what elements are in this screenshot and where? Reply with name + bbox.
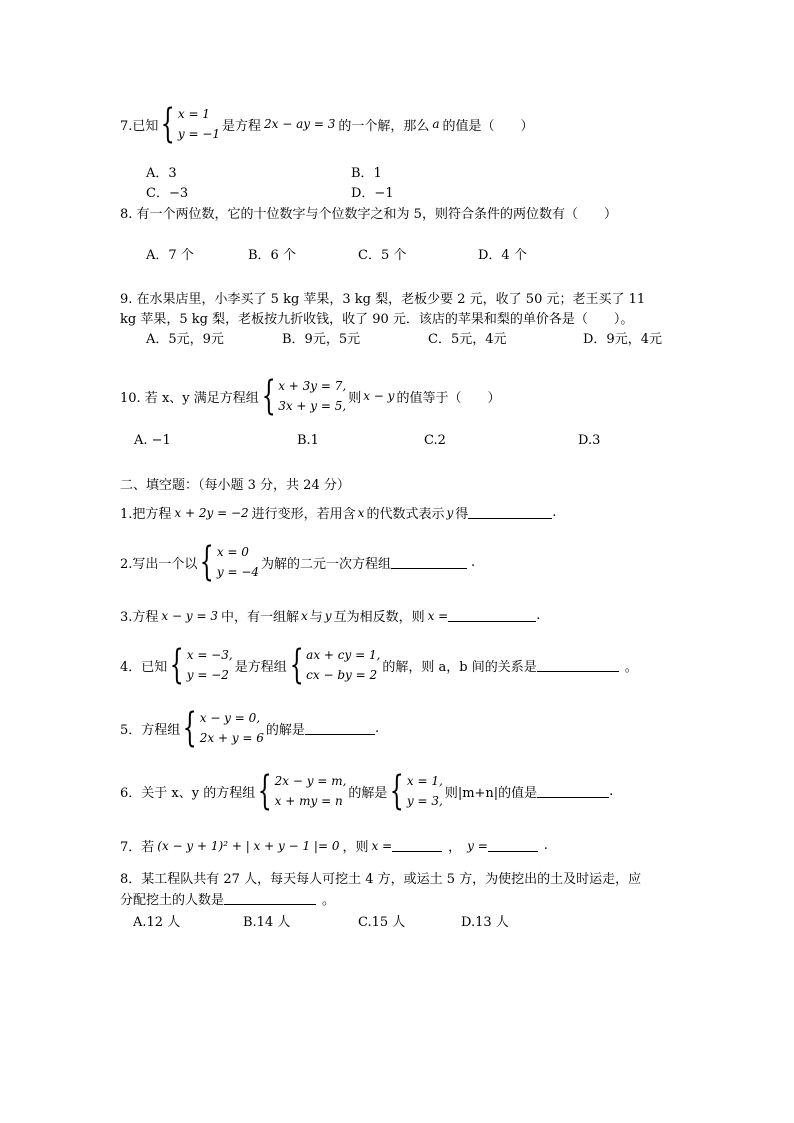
brace-icon: {: [257, 768, 272, 814]
brace-icon: {: [289, 642, 304, 688]
q9-stem-line1: 9. 在水果店里，小李买了 5 kg 苹果，3 kg 梨，老板少要 2 元，收了 50 元；老王买了 11: [120, 292, 646, 307]
f5-text: 5．方程组: [120, 722, 181, 738]
f1-end: .: [552, 505, 557, 520]
q7-sys-row: y = −1: [177, 127, 221, 141]
section-title: 二、填空题：（每小题 3 分，共 24 分）: [120, 478, 350, 493]
f6-stem: [120, 768, 614, 814]
f4-stem: [120, 642, 638, 688]
q7-sys-row: x = 1: [177, 107, 210, 121]
f7-separator: ，: [448, 840, 462, 855]
f3-text: 互为相反数，则: [333, 610, 425, 625]
f2-sys-row: y = −4: [216, 565, 260, 579]
q10-option-c: C.2: [424, 433, 446, 448]
f7-x-blank[interactable]: [392, 839, 442, 852]
f4-system-solution: [169, 642, 233, 688]
f6-answer-blank[interactable]: [537, 785, 609, 798]
f5-sys-row: x − y = 0,: [199, 711, 261, 725]
q7-stem: [120, 101, 534, 147]
f4-system-equations: [289, 642, 381, 688]
f3-text: 3.方程: [120, 610, 159, 625]
f7-stem: [120, 836, 548, 855]
f3-x-equals: x =: [427, 608, 449, 623]
f8-stem-line2: [120, 889, 335, 908]
q7-prefix: 7.已知: [120, 118, 159, 134]
f4-text: 的解，则 a，b 间的关系是: [382, 659, 537, 675]
q10-option-b: B.1: [297, 433, 319, 448]
f8-text: 分配挖土的人数是: [120, 893, 225, 908]
q10-stem: [120, 373, 501, 419]
q8-stem: 8. 有一个两位数，它的十位数字与个位数字之和为 5，则符合条件的两位数有（ ）: [120, 207, 617, 222]
f4-text: 是方程组: [234, 659, 287, 675]
q9-option-c: C．5元，4元: [428, 332, 507, 347]
q7-option-d: D．−1: [351, 186, 394, 201]
q9-option-a: A．5元，9元: [146, 332, 224, 347]
f3-text: 与: [309, 610, 323, 625]
f8-option-b: B.14 人: [243, 915, 291, 930]
f6-system-equations: [257, 768, 347, 814]
q10-option-a: A. −1: [134, 433, 171, 448]
brace-icon: {: [161, 101, 176, 147]
q10-sys-row: x + 3y = 7,: [278, 379, 347, 393]
f8-option-c: C.15 人: [358, 915, 406, 930]
f6-end: .: [609, 783, 614, 799]
f2-answer-blank[interactable]: [391, 556, 467, 569]
f6-system-solution: [389, 768, 443, 814]
f4-sys-row: cx − by = 2: [306, 668, 378, 682]
brace-icon: {: [200, 539, 215, 585]
f8-option-d: D.13 人: [461, 915, 509, 930]
f1-text: 进行变形，若用含: [251, 507, 356, 522]
q10-mid: 则: [348, 390, 362, 406]
f5-sys-row: 2x + y = 6: [199, 731, 264, 745]
f5-answer-blank[interactable]: [305, 722, 375, 735]
q7-mid: 是方程: [222, 118, 262, 134]
q9-option-d: D．9元，4元: [583, 332, 662, 347]
f1-answer-blank[interactable]: [468, 506, 552, 519]
q10-option-d: D.3: [578, 433, 601, 448]
q7-option-c: C．−3: [146, 186, 189, 201]
f1-text: 的代数式表示: [366, 507, 445, 522]
f8-answer-blank[interactable]: [224, 892, 316, 905]
q8-option-d: D．4 个: [478, 248, 527, 263]
f7-y-blank[interactable]: [488, 839, 538, 852]
f6-sys-row: x + my = n: [274, 794, 343, 808]
brace-icon: {: [261, 373, 276, 419]
f5-system: [182, 705, 264, 751]
f7-y-equals: y =: [467, 838, 488, 853]
q7-end: 的值是（ ）: [442, 118, 534, 134]
q7-suffix: 的一个解，那么: [338, 118, 430, 134]
q7-system: [160, 101, 221, 147]
f6-sys-row: x = 1,: [406, 774, 443, 788]
q10-sys-row: 3x + y = 5,: [278, 399, 347, 413]
f4-sys-row: x = −3,: [186, 648, 233, 662]
f2-system: [199, 539, 260, 585]
f3-stem: [120, 606, 540, 625]
f6-text: 则|m+n|的值是: [444, 785, 538, 801]
f7-text: ，则: [342, 840, 369, 855]
f8-end: 。: [322, 893, 336, 908]
f6-sys-row: y = 3,: [406, 794, 443, 808]
f4-answer-blank[interactable]: [537, 659, 619, 672]
f3-end: .: [536, 608, 541, 623]
f3-equation: x − y = 3: [161, 608, 218, 623]
f4-sys-row: y = −2: [186, 668, 229, 682]
q9-option-b: B．9元，5元: [282, 332, 361, 347]
f2-text: 2.写出一个以: [120, 556, 198, 572]
f6-sys-row: 2x − y = m,: [274, 774, 347, 788]
f4-text: 4．已知: [120, 659, 168, 675]
f1-var-y: y: [446, 505, 454, 520]
f4-sys-row: ax + cy = 1,: [306, 648, 381, 662]
f3-var-y: y: [324, 608, 332, 623]
f2-text: 为解的二元一次方程组: [261, 556, 392, 572]
f3-var-x: x: [300, 608, 308, 623]
f4-end: 。: [624, 659, 638, 675]
f5-text: 的解是: [265, 722, 305, 738]
q9-stem-line2: kg 苹果，5 kg 梨，老板按九折收钱，收了 90 元．该店的苹果和梨的单价各是（ ）。: [120, 312, 634, 327]
q10-expression: x − y: [363, 389, 395, 403]
brace-icon: {: [183, 705, 198, 751]
f5-end: .: [374, 720, 380, 736]
brace-icon: {: [390, 768, 405, 814]
q7-equation: 2x − ay = 3: [264, 117, 336, 131]
q7-option-b: B．1: [351, 166, 382, 181]
q7-var: a: [432, 117, 440, 131]
brace-icon: {: [170, 642, 185, 688]
q10-end: 的值等于（ ）: [396, 390, 501, 406]
f6-text: 的解是: [348, 785, 388, 801]
q7-option-a: A．3: [146, 166, 177, 181]
f1-var-x: x: [357, 505, 365, 520]
f7-end: .: [543, 838, 548, 853]
f1-equation: x + 2y = −2: [174, 505, 249, 520]
f2-end: .: [471, 554, 476, 570]
f2-sys-row: x = 0: [216, 545, 249, 559]
q10-system: [261, 373, 347, 419]
f3-answer-blank[interactable]: [448, 609, 536, 622]
f5-stem: [120, 705, 380, 751]
f8-stem-line1: 8．某工程队共有 27 人，每天每人可挖土 4 方，或运土 5 方，为使挖出的土及时运走，应: [120, 872, 642, 887]
f7-text: 7．若: [120, 840, 155, 855]
f3-text: 中，有一组解: [220, 610, 299, 625]
q8-option-b: B．6 个: [248, 248, 296, 263]
f6-text: 6．关于 x、y 的方程组: [120, 785, 256, 801]
q10-prefix: 10. 若 x、y 满足方程组: [120, 390, 259, 406]
f1-text: 得: [455, 507, 469, 522]
f1-text: 1.把方程: [120, 507, 172, 522]
f2-stem: [120, 539, 476, 585]
f7-expression: (x − y + 1)² + | x + y − 1 |= 0: [157, 838, 340, 853]
f7-x-equals: x =: [371, 838, 393, 853]
f1-stem: [120, 503, 556, 522]
q8-option-c: C．5 个: [358, 248, 407, 263]
q8-option-a: A．7 个: [146, 248, 194, 263]
f8-option-a: A.12 人: [133, 915, 181, 930]
